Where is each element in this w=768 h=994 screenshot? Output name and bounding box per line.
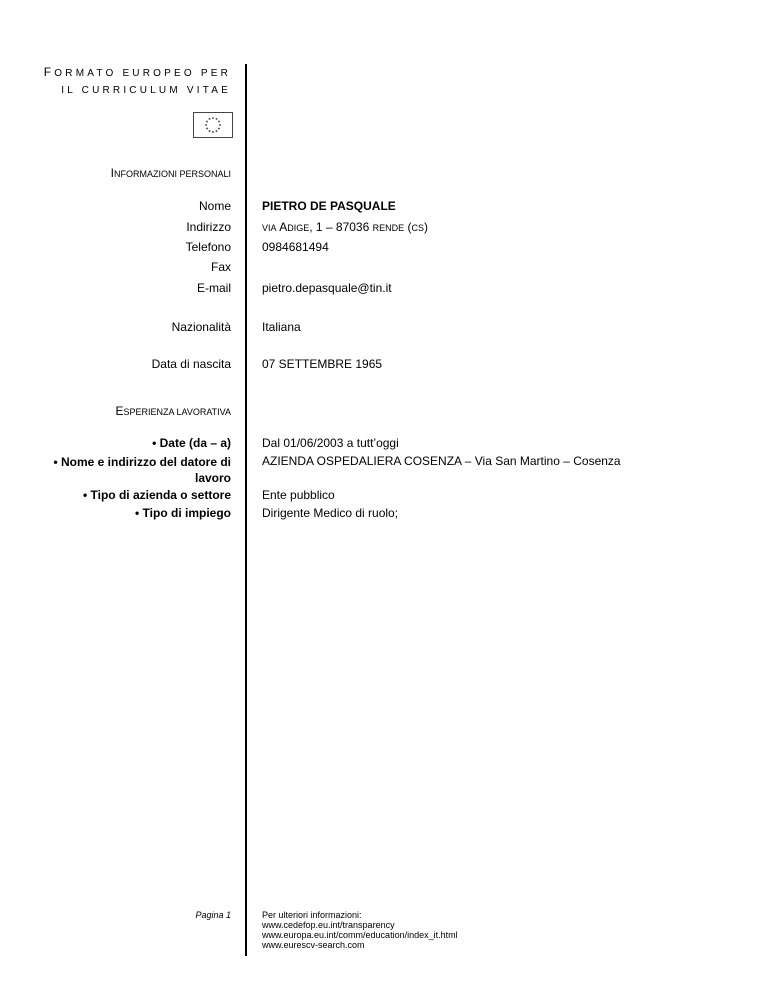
date-label: • Date (da – a) [152, 436, 231, 450]
section-personal-info [111, 166, 231, 180]
date-value: Dal 01/06/2003 a tutt’oggi [262, 436, 399, 450]
section-rest: SPERIENZA LAVORATIVA [123, 407, 231, 417]
nascita-value: 07 SETTEMBRE 1965 [262, 357, 383, 371]
email-value: pietro.depasquale@tin.it [262, 281, 392, 295]
settore-value: Ente pubblico [262, 488, 335, 502]
eu-stars-icon [194, 113, 232, 137]
section-work-experience [115, 404, 231, 418]
nome-value: PIETRO DE PASQUALE [262, 199, 396, 213]
addr-a: A [279, 220, 288, 234]
column-divider [245, 64, 247, 956]
title-line-2: IL CURRICULUM VITAE [61, 85, 231, 96]
nome-label: Nome [198, 199, 231, 213]
footer-link-europa[interactable]: www.europa.eu.int/comm/education/index_it.html [262, 930, 458, 940]
indirizzo-label: Indirizzo [186, 220, 231, 234]
fax-label: Fax [210, 260, 231, 274]
addr-paren-open: ( [407, 220, 412, 234]
footer-info-title: Per ulteriori informazioni: [262, 910, 362, 920]
footer-link-eurescv[interactable]: www.eurescv-search.com [262, 940, 365, 950]
section-initial: I [110, 166, 114, 180]
datore-label-line-2: lavoro [194, 471, 231, 485]
eu-flag-icon [193, 112, 233, 138]
nazionalita-label: Nazionalità [171, 320, 231, 334]
addr-rende: RENDE [372, 223, 405, 233]
impiego-value: Dirigente Medico di ruolo; [262, 506, 399, 520]
title-initial: F [43, 65, 55, 79]
settore-label: • Tipo di azienda o settore [82, 488, 231, 502]
nazionalita-value: Italiana [262, 320, 301, 334]
title-line-1: ORMATO EUROPEO PER [54, 68, 231, 79]
cv-title [44, 64, 231, 99]
addr-via: VIA [262, 223, 277, 233]
indirizzo-value [262, 220, 428, 234]
datore-value: AZIENDA OSPEDALIERA COSENZA – Via San Martino – Cosenza [262, 454, 621, 468]
addr-cs: CS [411, 223, 424, 233]
impiego-label: • Tipo di impiego [135, 506, 231, 520]
telefono-value: 0984681494 [262, 240, 329, 254]
nascita-label: Data di nascita [151, 357, 231, 371]
section-initial: E [115, 404, 124, 418]
footer-link-cedefop[interactable]: www.cedefop.eu.int/transparency [262, 920, 395, 930]
datore-label [53, 454, 231, 486]
footer-info [262, 910, 458, 950]
telefono-label: Telefono [185, 240, 231, 254]
addr-paren-close: ) [424, 220, 428, 234]
email-label: E-mail [196, 281, 231, 295]
addr-mid: , 1 – 87036 [309, 220, 370, 234]
section-rest: NFORMAZIONI PERSONALI [113, 169, 231, 179]
addr-dige: DIGE [287, 223, 310, 233]
datore-label-line-1: • Nome e indirizzo del datore di [53, 455, 231, 469]
page-number: Pagina 1 [195, 910, 231, 920]
